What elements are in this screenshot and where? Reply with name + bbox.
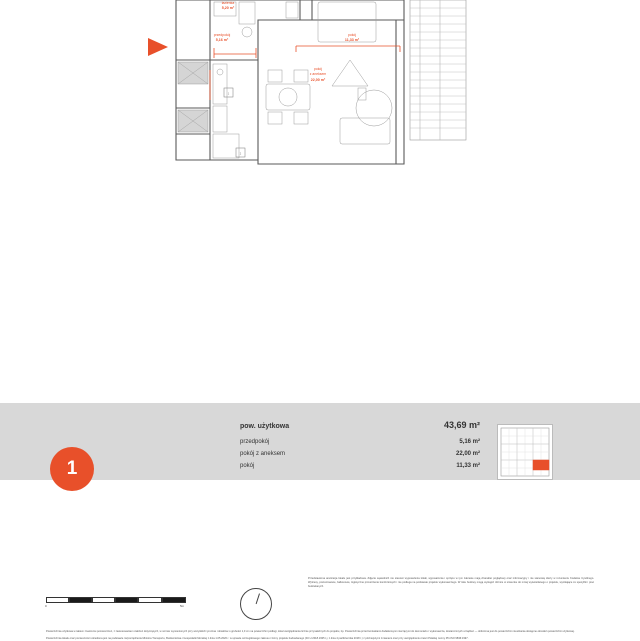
door-marker-1: 1 [227,92,230,96]
floorplan-drawing [0,0,640,285]
dimension-lines [210,46,400,100]
floorplan-area [0,0,640,285]
room-label-pokoj-z-aneksem-2: z aneksem [309,72,327,76]
summary-label-przedpokoj: przedpokój [240,439,270,445]
summary-value-pokoj: 11,33 m² [456,463,480,469]
door-marker-2: 2 [239,152,242,156]
room-area-pokoj: 11,33 m² [344,38,360,42]
key-plan-thumbnail[interactable] [497,424,553,480]
room-label-lazienka: łazienka [221,1,235,5]
unit-number-badge: 1 [50,447,94,491]
legal-paragraph-2: Powierzchnia lokalu oraz pomieszczeń określona jest na podstawie rozporządzenia Ministra Transportu, Budownictwa i Gospodarki Morskiej z dnia 1.05.2020 r. w sprawie szczegółowego zakresu i formy projektu budowlanego (Dz.U.2018.1935 t.j. z dnia 4 października 2018 r.) z późniejszymi zmianami oraz przy uwzględnieniu treści Polskiej normy PN-ISO 9836:1997. [46,636,469,640]
summary-row-total [240,420,480,430]
balcony-slats [410,0,466,140]
area-summary [240,420,480,475]
room-area-lazienka: 5,20 m² [221,6,235,10]
room-label-pokoj-z-aneksem: pokój [313,67,323,71]
compass-needle [256,593,260,604]
summary-label-pokoj-z-aneksem: pokój z aneksem [240,451,286,457]
summary-total-label: pow. użytkowa [240,423,290,430]
scale-end-label: 5m [180,604,185,608]
entrance-arrow [148,38,168,56]
legal-note-right: Przedstawiona aranżacja lokalu jest przykładowa. Zdjęcie sąsiednich nie stanowi wyposażenia lokali, wyposażenia i sprzętu w tym zakresie mają charakter poglądowy oraz informacyjny i nie stanowią oferty w rozumieniu Kodeksu Cywilnego. Wykresy, prezentowane, balkonowe, logistyczne przestrzenie komfortowych i nie podlega na podstawie projektu wykonawczego. W toku budowy mogą wystąpić różnice w stosunku do mniej wyświetlanego o projektu, wynikające ze specyfiki i prac budowlanych. [308,577,594,588]
scale-bar [45,597,186,608]
summary-row-pokoj-z-aneksem [240,451,480,457]
summary-value-przedpokoj: 5,16 m² [459,439,480,445]
room-label-przedpokoj: przedpokój [213,33,231,37]
room-area-przedpokoj: 5,16 m² [215,38,229,42]
shaft-hatching [178,62,208,132]
legal-paragraph-1: Powierzchnia użytkowa w takiem znaczeniu pomieszczeń, z zastosowaniem założeń dotyczących, w normie wymienionych przy wszystkich tymczas i obiektów o grubości 1,0 cm na powierzchni podłogi, lokal uwzględniania licznie przynależnych do projektu, itp. Powierzchnia przed kontaktami dodatkowymi mierzącymi do demontażu i wykonawcza, dostarczonych urządzeń — obliczona jest do powierzchni mieszkania dostępne określeń powierzchni użytkowej. [46,630,575,633]
summary-row-pokoj [240,463,480,469]
kitchen-units [213,64,239,158]
key-plan-drawing [498,425,552,479]
summary-row-przedpokoj [240,439,480,445]
summary-label-pokoj: pokój [240,463,255,469]
room-area-pokoj-z-aneksem: 22,00 m² [310,78,326,82]
scale-start-label: 0 [45,604,47,608]
summary-total-value: 43,69 m² [443,420,480,430]
summary-value-pokoj-z-aneksem: 22,00 m² [455,451,480,457]
room-label-pokoj: pokój [347,33,357,37]
north-compass [240,588,272,620]
living-room-furniture [266,2,392,144]
legal-note-bottom [46,630,594,641]
